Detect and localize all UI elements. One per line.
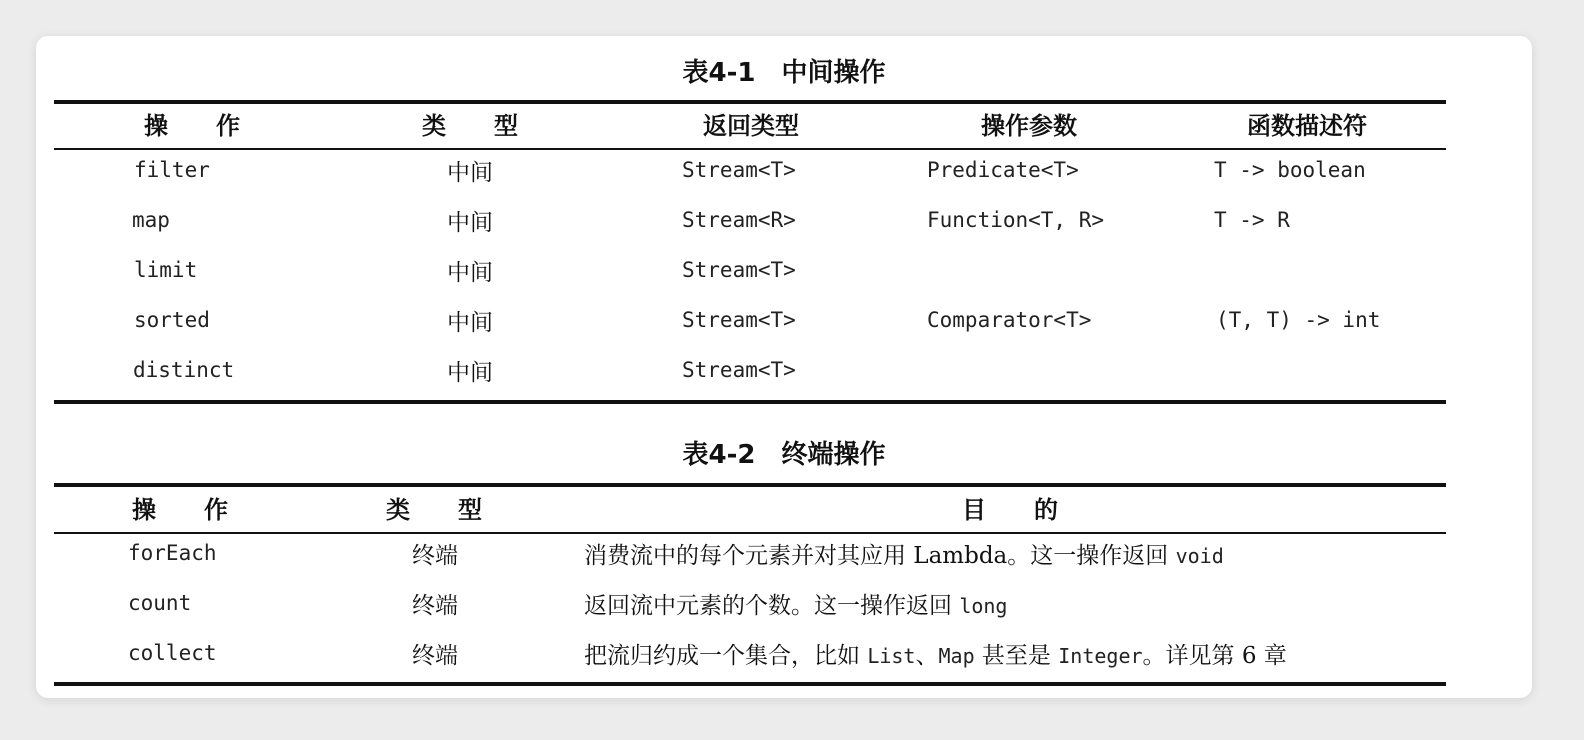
table2-row2-op: count — [128, 591, 192, 615]
table2-row2-type: 终端 — [412, 593, 458, 619]
table2-row1-purpose — [584, 545, 1224, 568]
table1-row1-op: filter — [134, 158, 210, 182]
table2-row1-type: 终端 — [412, 543, 458, 569]
table2-row3-purpose-code2: Map — [938, 644, 975, 668]
table1-header-type: 类 型 — [422, 112, 518, 140]
table2-header-rule — [54, 532, 1446, 534]
table1-row5-ret: Stream<T> — [682, 358, 796, 382]
table1-row2-op: map — [132, 208, 170, 232]
table1-row4-ret: Stream<T> — [682, 308, 796, 332]
table2-row3-type: 终端 — [412, 643, 458, 669]
document-card — [36, 36, 1532, 698]
table1-row3-type: 中间 — [447, 260, 493, 286]
table1-header-return-type: 返回类型 — [703, 112, 799, 140]
table1-title: 表4-1 中间操作 — [682, 58, 886, 88]
table2-top-rule — [54, 483, 1446, 487]
table1-bottom-rule — [54, 400, 1446, 404]
table2-row2-purpose-code: long — [959, 594, 1008, 618]
table1-row4-type: 中间 — [447, 310, 493, 336]
table2-row1-purpose-text: 消费流中的每个元素并对其应用 Lambda。这一操作返回 — [584, 543, 1176, 569]
table1-row4-op: sorted — [134, 308, 210, 332]
table1-row2-ret: Stream<R> — [682, 208, 796, 232]
table2-row3-purpose-code3: Integer — [1058, 644, 1143, 668]
table2-row3-op: collect — [128, 641, 217, 665]
table2-row3-purpose-text2: 、 — [915, 643, 939, 669]
table1-row4-desc: (T, T) -> int — [1216, 308, 1381, 332]
table2-row3-purpose-text3: 甚至是 — [974, 643, 1059, 669]
table2-header-operation: 操 作 — [132, 496, 228, 524]
table2-row3-purpose — [584, 645, 1287, 668]
table1-header-param: 操作参数 — [981, 112, 1077, 140]
table1-row5-op: distinct — [133, 358, 235, 382]
table1-row4-param: Comparator<T> — [927, 308, 1092, 332]
table1-row2-desc: T -> R — [1214, 208, 1290, 232]
table2-row3-purpose-text1: 把流归约成一个集合，比如 — [584, 643, 868, 669]
table2-header-purpose: 目 的 — [962, 496, 1058, 524]
table2-bottom-rule — [54, 682, 1446, 686]
table2-row2-purpose-text: 返回流中元素的个数。这一操作返回 — [584, 593, 960, 619]
table2-row3-purpose-text4: 。详见第 6 章 — [1142, 643, 1287, 669]
table1-row5-type: 中间 — [447, 360, 493, 386]
table1-header-descriptor: 函数描述符 — [1247, 112, 1367, 140]
table1-row3-ret: Stream<T> — [682, 258, 796, 282]
table1-row2-type: 中间 — [447, 210, 493, 236]
table1-row3-op: limit — [134, 258, 198, 282]
table1-row1-type: 中间 — [447, 160, 493, 186]
table1-header-operation: 操 作 — [144, 112, 240, 140]
table2-row2-purpose — [584, 595, 1007, 618]
table2-row1-op: forEach — [128, 541, 217, 565]
table1-row1-ret: Stream<T> — [682, 158, 796, 182]
table1-row1-desc: T -> boolean — [1214, 158, 1366, 182]
table1-top-rule — [54, 100, 1446, 104]
table1-header-rule — [54, 148, 1446, 150]
table2-row3-purpose-code1: List — [867, 644, 916, 668]
table1-row1-param: Predicate<T> — [927, 158, 1079, 182]
table1-row2-param: Function<T, R> — [927, 208, 1105, 232]
table2-title: 表4-2 终端操作 — [682, 440, 886, 470]
table2-row1-purpose-code: void — [1175, 544, 1224, 568]
table2-header-type: 类 型 — [386, 496, 482, 524]
